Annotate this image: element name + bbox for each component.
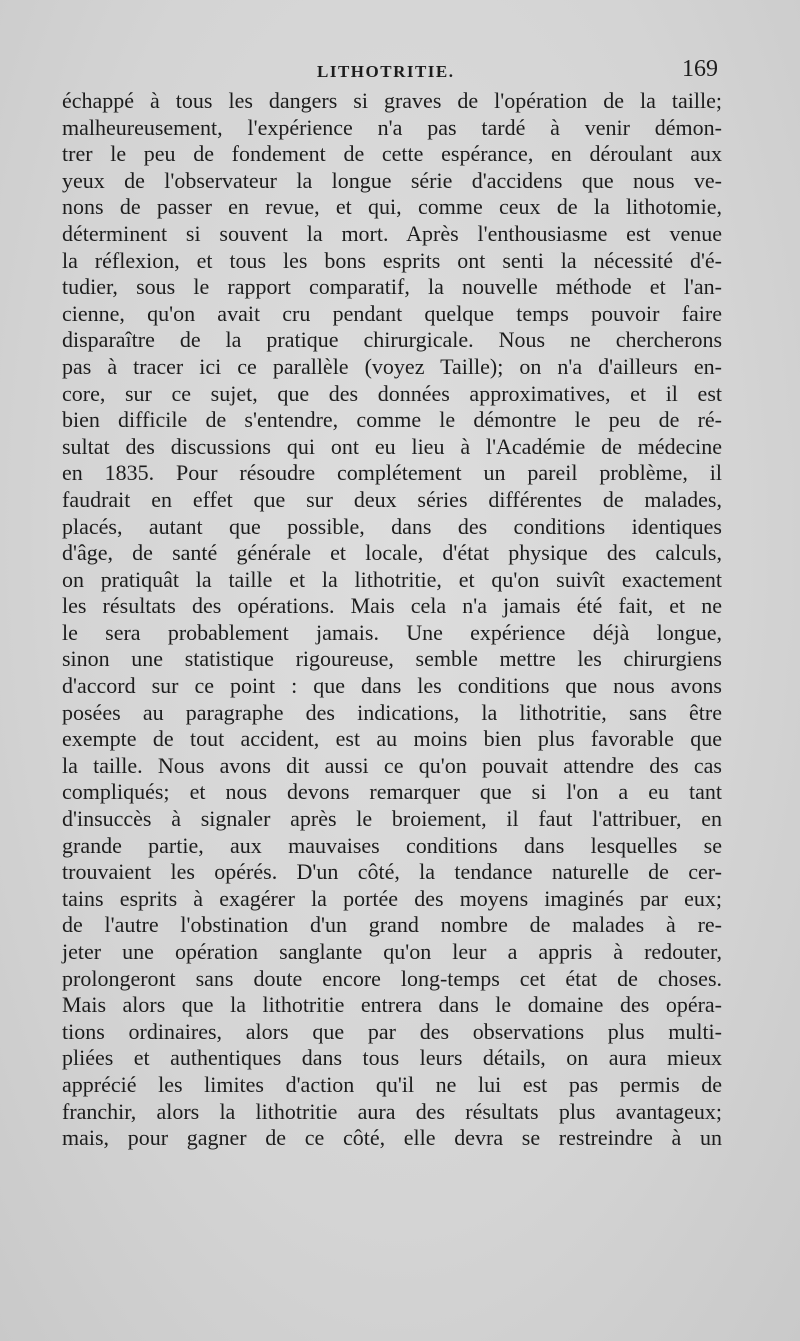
text-line: malheureusement, l'expérience n'a pas tardé à venir démon- (62, 114, 722, 140)
text-line: la réflexion, et tous les bons esprits ont senti la nécessité d'é- (62, 247, 722, 273)
text-line: pliées et authentiques dans tous leurs détails, on aura mieux (62, 1045, 722, 1071)
text-line: disparaître de la pratique chirurgicale. Nous ne chercherons (62, 327, 722, 353)
text-line: trouvaient les opérés. D'un côté, la tendance naturelle de cer- (62, 859, 722, 885)
text-line: tains esprits à exagérer la portée des moyens imaginés par eux; (62, 885, 722, 911)
text-line: grande partie, aux mauvaises conditions dans lesquelles se (62, 832, 722, 858)
text-line: tudier, sous le rapport comparatif, la nouvelle méthode et l'an- (62, 274, 722, 300)
text-line: mais, pour gagner de ce côté, elle devra se restreindre à un (62, 1125, 722, 1151)
text-line: trer le peu de fondement de cette espérance, en déroulant aux (62, 141, 722, 167)
body-text (62, 88, 722, 1152)
text-line: cienne, qu'on avait cru pendant quelque temps pouvoir faire (62, 300, 722, 326)
text-line: sultat des discussions qui ont eu lieu à l'Académie de médecine (62, 433, 722, 459)
page-number: 169 (682, 56, 718, 82)
text-line: bien difficile de s'entendre, comme le démontre le peu de ré- (62, 407, 722, 433)
text-line: d'accord sur ce point : que dans les conditions que nous avons (62, 673, 722, 699)
running-title: LITHOTRITIE. (317, 62, 455, 81)
text-line: la taille. Nous avons dit aussi ce qu'on pouvait attendre des cas (62, 752, 722, 778)
text-line: placés, autant que possible, dans des conditions identiques (62, 513, 722, 539)
text-line: en 1835. Pour résoudre complétement un pareil problème, il (62, 460, 722, 486)
text-line: franchir, alors la lithotritie aura des résultats plus avantageux; (62, 1098, 722, 1124)
text-line: exempte de tout accident, est au moins bien plus favorable que (62, 726, 722, 752)
text-line: on pratiquât la taille et la lithotritie, et qu'on suivît exactement (62, 566, 722, 592)
page-header (62, 56, 722, 90)
text-line: Mais alors que la lithotritie entrera dans le domaine des opéra- (62, 992, 722, 1018)
text-line: déterminent si souvent la mort. Après l'enthousiasme est venue (62, 220, 722, 246)
text-line: core, sur ce sujet, que des données approximatives, et il est (62, 380, 722, 406)
text-line: les résultats des opérations. Mais cela n'a jamais été fait, et ne (62, 593, 722, 619)
text-line: nons de passer en revue, et qui, comme ceux de la lithotomie, (62, 194, 722, 220)
text-line: prolongeront sans doute encore long-temps cet état de choses. (62, 965, 722, 991)
text-line: jeter une opération sanglante qu'on leur a appris à redouter, (62, 939, 722, 964)
text-line: de l'autre l'obstination d'un grand nombre de malades à re- (62, 912, 722, 938)
text-line: apprécié les limites d'action qu'il ne lui est pas permis de (62, 1071, 722, 1097)
text-line: yeux de l'observateur la longue série d'accidens que nous ve- (62, 167, 722, 193)
text-line: sinon une statistique rigoureuse, semble mettre les chirurgiens (62, 646, 722, 672)
text-line: le sera probablement jamais. Une expérience déjà longue, (62, 619, 722, 645)
text-line: d'âge, de santé générale et locale, d'état physique des calculs, (62, 540, 722, 566)
text-line: posées au paragraphe des indications, la lithotritie, sans être (62, 699, 722, 725)
text-line: tions ordinaires, alors que par des observations plus multi- (62, 1018, 722, 1044)
text-line: pas à tracer ici ce parallèle (voyez Taille); on n'a d'ailleurs en- (62, 353, 722, 379)
text-line: compliqués; et nous devons remarquer que si l'on a eu tant (62, 779, 722, 805)
text-line: d'insuccès à signaler après le broiement, il faut l'attribuer, en (62, 806, 722, 832)
text-line: faudrait en effet que sur deux séries différentes de malades, (62, 486, 722, 512)
text-line: échappé à tous les dangers si graves de l'opération de la taille; (62, 88, 722, 113)
